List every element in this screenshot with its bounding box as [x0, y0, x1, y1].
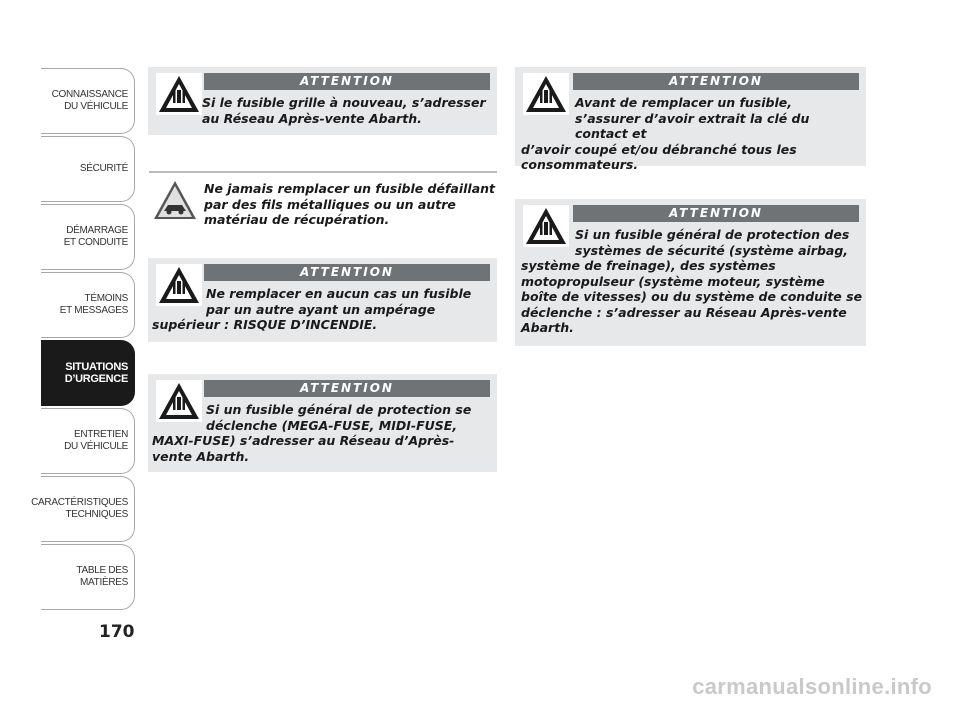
- warning-text-rest: supérieur : RISQUE D’INCENDIE.: [152, 317, 378, 332]
- tab-label: DÉMARRAGE ET CONDUITE: [63, 225, 128, 248]
- tab-label: SITUATIONS D’URGENCE: [64, 361, 128, 385]
- warning-text: [148, 95, 488, 126]
- warning-text: [521, 227, 863, 336]
- environment-car-icon: [152, 179, 198, 221]
- divider: [149, 171, 497, 173]
- tab-label: TÉMOINS ET MESSAGES: [59, 293, 128, 316]
- warning-text: [521, 95, 861, 173]
- warning-box: [515, 67, 866, 172]
- tab-caracteristiques-techniques[interactable]: [31, 476, 135, 542]
- warning-text-rest: système de freinage), des systèmes motopropulseur (système moteur, système boîte de vitesses) ou du système de conduite se déclenche : s’adresser au Réseau Après-vente Abarth.: [521, 258, 863, 335]
- warning-text: [152, 286, 490, 333]
- warning-box: [148, 374, 497, 472]
- page-number: 170: [99, 622, 135, 642]
- attention-header: ATTENTION: [573, 73, 859, 90]
- tab-securite[interactable]: [41, 136, 135, 202]
- attention-header: ATTENTION: [204, 73, 490, 90]
- warning-box: [148, 258, 497, 342]
- tab-label: ENTRETIEN DU VÉHICULE: [64, 429, 128, 452]
- tab-situations-urgence[interactable]: [41, 340, 135, 406]
- attention-header: ATTENTION: [204, 264, 490, 281]
- warning-text-first: Si un fusible général de protection se déclenche (MEGA-FUSE, MIDI-FUSE,: [206, 402, 472, 433]
- warning-text-body: Si le fusible grille à nouveau, s’adresser au Réseau Après-vente Abarth.: [202, 95, 486, 126]
- tab-label: CARACTÉRISTIQUES TECHNIQUES: [31, 497, 128, 520]
- watermark: carmanualsonline.info: [692, 674, 932, 699]
- warning-box: [515, 199, 866, 346]
- warning-text-rest: d’avoir coupé et/ou débranché tous les consommateurs.: [521, 141, 797, 172]
- attention-header: ATTENTION: [204, 380, 490, 397]
- tab-label: TABLE DES MATIÈRES: [76, 565, 128, 588]
- chapter-tabs: [31, 68, 135, 612]
- tab-demarrage-conduite[interactable]: [41, 204, 135, 270]
- tab-label: CONNAISSANCE DU VÉHICULE: [51, 89, 128, 112]
- tab-connaissance-vehicule[interactable]: [41, 68, 135, 134]
- tab-temoins-messages[interactable]: [41, 272, 135, 338]
- warning-text-rest: MAXI-FUSE) s’adresser au Réseau d’Après-vente Abarth.: [152, 433, 455, 464]
- warning-text: [152, 402, 492, 464]
- tab-entretien-vehicule[interactable]: [41, 408, 135, 474]
- environment-note: Ne jamais remplacer un fusible défaillant par des fils métalliques ou un autre matériau de récupération.: [204, 181, 496, 227]
- attention-header: ATTENTION: [573, 205, 859, 222]
- warning-text-first: Si un fusible général de protection des systèmes de sécurité (système airbag,: [575, 227, 850, 258]
- warning-text-first: Ne remplacer en aucun cas un fusible par un autre ayant un ampérage: [206, 286, 472, 317]
- warning-text-first: Avant de remplacer un fusible, s’assurer d’avoir extrait la clé du contact et: [575, 95, 810, 141]
- tab-table-matieres[interactable]: [41, 544, 135, 610]
- tab-label: SÉCURITÉ: [79, 163, 128, 174]
- warning-box: [148, 67, 497, 135]
